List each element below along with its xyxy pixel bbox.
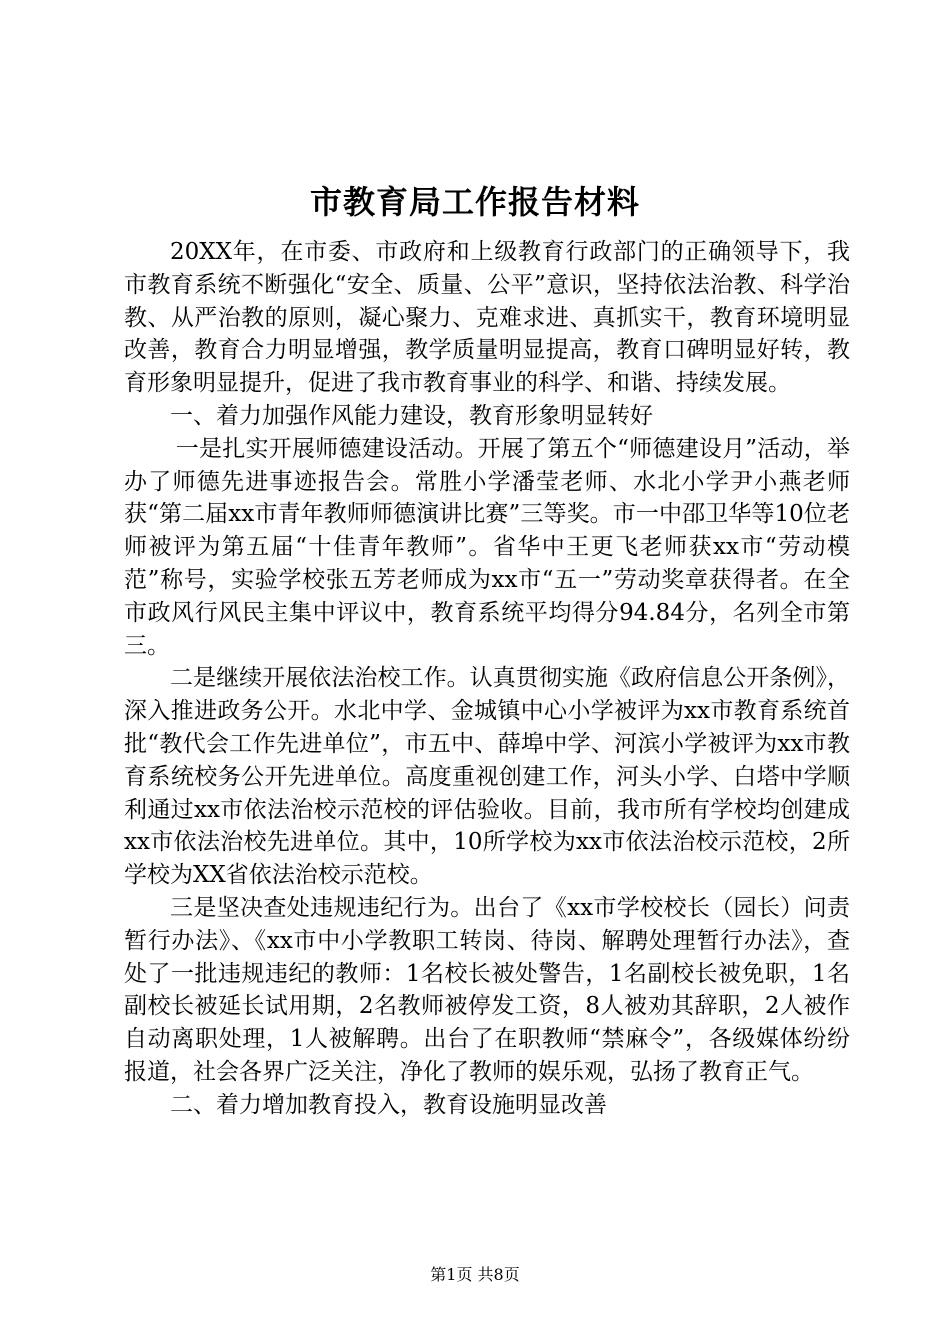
page-footer: 第1页 共8页 bbox=[430, 1265, 520, 1284]
section-heading-1: 一、着力加强作风能力建设，教育形象明显转好 bbox=[170, 402, 653, 429]
section-heading-2: 二、着力增加教育投入，教育设施明显改善 bbox=[170, 1091, 607, 1118]
paragraph-law-governance: 二是继续开展依法治校工作。认真贯彻实施《政府信息公开条例》，深入推进政务公开。水北中学、金城镇中心小学被评为xx市教育系统首批“教代会工作先进单位”，市五中、薛埠中学、河滨小学被评为xx市教育系统校务公开先进单位。高度重视创建工作，河头小学、白塔中学顺利通过xx市依法治校示范校的评估验收。目前，我市所有学校均创建成xx市依法治校先进单位。其中，10所学校为xx市依法治校示范校，2所学校为XX省依法治校示范校。 bbox=[124, 665, 850, 889]
document-body bbox=[124, 236, 850, 1122]
document-title: 市教育局工作报告材料 bbox=[309, 183, 640, 221]
paragraph-discipline: 三是坚决查处违规违纪行为。出台了《xx市学校校长（园长）问责暂行办法》、《xx市中小学教职工转岗、待岗、解聘处理暂行办法》，查处了一批违规违纪的教师：1名校长被处警告，1名副校长被免职，1名副校长被延长试用期，2名教师被停发工资，8人被劝其辞职，2人被作自动离职处理，1人被解聘。出台了在职教师“禁麻令”，各级媒体纷纷报道，社会各界广泛关注，净化了教师的娱乐观，弘扬了教育正气。 bbox=[124, 894, 850, 1085]
intro-paragraph: 20XX年，在市委、市政府和上级教育行政部门的正确领导下，我市教育系统不断强化“安全、质量、公平”意识，坚持依法治教、科学治教、从严治教的原则，凝心聚力、克难求进、真抓实干，教育环境明显改善，教育合力明显增强，教学质量明显提高，教育口碑明显好转，教育形象明显提升，促进了我市教育事业的科学、和谐、持续发展。 bbox=[124, 239, 850, 397]
paragraph-teacher-ethics: 一是扎实开展师德建设活动。开展了第五个“师德建设月”活动，举办了师德先进事迹报告会。常胜小学潘莹老师、水北小学尹小燕老师获“第二届xx市青年教师师德演讲比赛”三等奖。市一中邵卫华等10位老师被评为第五届“十佳青年教师”。省华中王更飞老师获xx市“劳动模范”称号，实验学校张五芳老师成为xx市“五一”劳动奖章获得者。在全市政风行风民主集中评议中，教育系统平均得分94.84分，名列全市第三。 bbox=[124, 435, 850, 659]
